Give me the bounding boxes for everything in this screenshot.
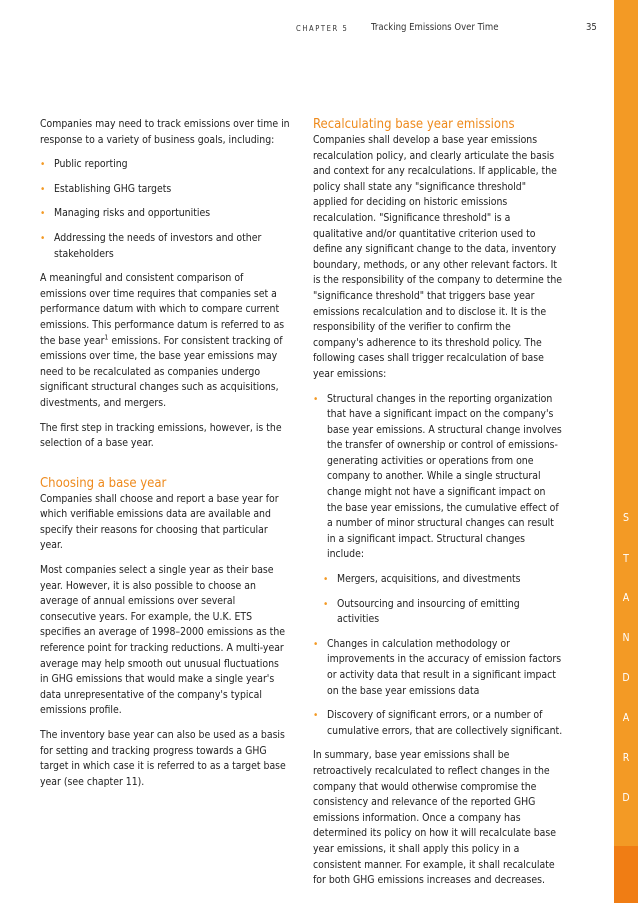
sidebar-footer-block	[614, 846, 638, 903]
requirement-paragraph: Companies shall develop a base year emissions recalculation policy, and clearly articulate the basis and context for any recalculations. If applicable, the policy shall state any "significance threshold" applied for deciding on historic emissions recalculation. "Significance threshold" is a qualitative and/or quantitative criterion used to define any significant change to the data, inventory boundary, methods, or any other relevant factors. It is the responsibility of the company to determine the "significance threshold" that triggers base year emissions recalculation and to disclose it. It is the responsibility of the verifier to confirm the company's adherence to its threshold policy. The following cases shall trigger recalculation of base year emissions:	[313, 134, 563, 380]
left-column	[40, 117, 290, 790]
paragraph-text-end: emissions. For consistent tracking of emissions over time, the base year emissions may need to be recalculated as companies undergo significant structural changes such as acquisitions, divestments, and mergers.	[40, 334, 283, 409]
body-paragraph: Most companies select a single year as their base year. However, it is also possible to choose an average of annual emissions over several consecutive years. For example, the U.K. ETS specifies an average of 1998–2000 emissions as the reference point for tracking reductions. A multi-year average may help smooth out unusual fluctuations in GHG emissions that would make a single year's data unrepresentative of the company's typical emissions profile.	[40, 564, 286, 717]
section-heading-recalculating: Recalculating base year emissions	[313, 117, 515, 132]
list-item: • Establishing GHG targets	[40, 182, 290, 198]
list-item: • Structural changes in the reporting organization that have a significant impact on the company's base year emissions. A structural change involves the transfer of ownership or control of emissions-generating activities or operations from one company to another. While a single structural change might not have a significant impact on the base year emissions, the cumulative effect of a number of minor structural changes can result in a significant impact. Structural changes include:	[313, 392, 563, 564]
chapter-title: Tracking Emissions Over Time	[371, 22, 499, 33]
paragraph-text: A meaningful and consistent comparison of emissions over time requires that companies set a performance datum with which to compare current emissions. This performance datum is referred to as the base year	[40, 272, 285, 347]
sidebar-letter: N	[622, 632, 630, 644]
sidebar-letter: D	[622, 792, 630, 804]
list-item: • Public reporting	[40, 157, 290, 173]
target-base-year-paragraph: The inventory base year can also be used as a basis for setting and tracking progress towards a GHG target in which case it is referred to as a target base year (see chapter 11).	[40, 729, 286, 788]
footnote-ref: 1	[104, 333, 109, 342]
page-number: 35	[586, 22, 597, 33]
sidebar-letter: S	[623, 512, 629, 524]
base-year-paragraph	[40, 271, 290, 411]
sub-list-item: • Mergers, acquisitions, and divestments	[313, 572, 563, 588]
sub-list-item: • Outsourcing and insourcing of emitting activities	[313, 597, 563, 628]
selection-paragraph: The first step in tracking emissions, however, is the selection of a base year.	[40, 421, 282, 450]
list-item: • Changes in calculation methodology or improvements in the accuracy of emission factors or activity data that result in a significant impact on the base year emissions data	[313, 637, 563, 699]
sidebar-letter: R	[622, 752, 630, 764]
list-item: • Managing risks and opportunities	[40, 206, 290, 222]
running-header	[0, 22, 638, 36]
summary-paragraph: In summary, base year emissions shall be retroactively recalculated to reflect changes in the company that would otherwise compromise the consistency and relevance of the reported GHG emissions information. Once a company has determined its policy on how it will recalculate base year emissions, it shall apply this policy in a consistent manner. For example, it shall recalculate for both GHG emissions increases and decreases.	[313, 749, 557, 887]
section-heading-choosing: Choosing a base year	[40, 475, 167, 491]
requirement-paragraph: Companies shall choose and report a base year for which verifiable emissions data are available and specify their reasons for choosing that particular year.	[40, 492, 279, 552]
sidebar-letter: D	[622, 672, 630, 684]
right-column	[313, 117, 563, 889]
list-item: • Discovery of significant errors, or a number of cumulative errors, that are collectively significant.	[313, 708, 563, 739]
sidebar-letter: A	[622, 592, 630, 604]
sidebar-letter: T	[623, 553, 629, 565]
chapter-label: CHAPTER 5	[296, 24, 349, 33]
standard-sidebar	[614, 0, 638, 903]
list-item: • Addressing the needs of investors and other stakeholders	[40, 231, 290, 262]
sidebar-letter: A	[622, 712, 630, 724]
intro-paragraph: Companies may need to track emissions over time in response to a variety of business goals, including:	[40, 118, 290, 146]
